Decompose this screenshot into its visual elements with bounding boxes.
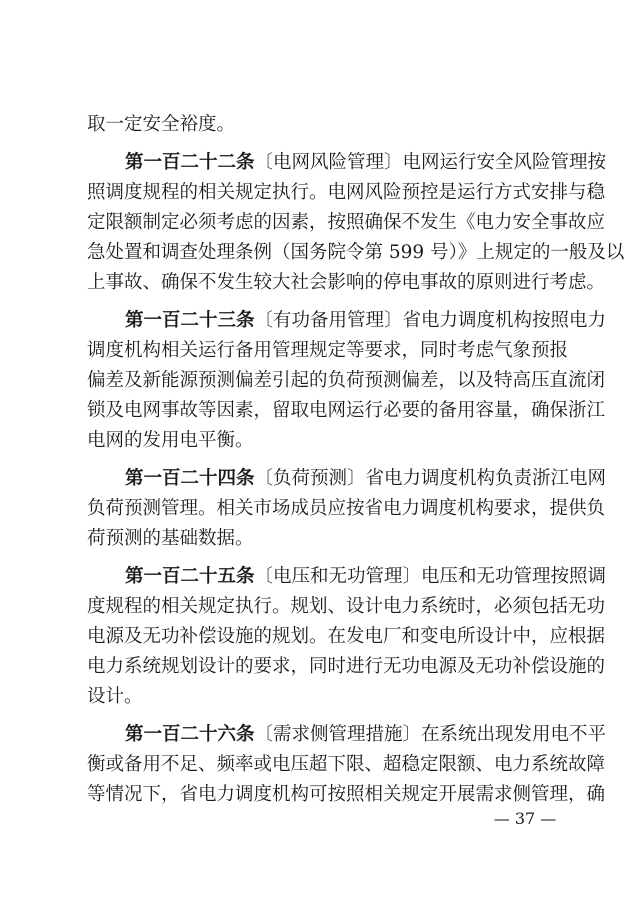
article-125-heading-line: 第一百二十五条〔电压和无功管理〕电压和无功管理按照调 bbox=[125, 566, 607, 587]
article-124-heading-line: 第一百二十四条〔负荷预测〕省电力调度机构负责浙江电网 bbox=[125, 468, 607, 489]
text-line: 衡或备用不足、频率或电压超下限、超稳定限额、电力系统故障 bbox=[87, 754, 606, 775]
text-line: 荷预测的基础数据。 bbox=[87, 528, 254, 549]
article-title: 第一百二十五条 bbox=[125, 566, 255, 587]
text-line: 调度机构相关运行备用管理规定等要求，同时考虑气象预报 bbox=[87, 340, 569, 361]
article-122-heading-line: 第一百二十二条〔电网风险管理〕电网运行安全风险管理按 bbox=[125, 152, 607, 173]
text-line: 负荷预测管理。相关市场成员应按省电力调度机构要求，提供负 bbox=[87, 498, 606, 519]
text-line: 急处置和调查处理条例（国务院令第 599 号）》上规定的一般及以 bbox=[87, 242, 625, 263]
page-number: — 37 — bbox=[493, 809, 557, 828]
article-126-heading-line: 第一百二十六条〔需求侧管理措施〕在系统出现发用电不平 bbox=[125, 724, 607, 745]
article-title: 第一百二十三条 bbox=[125, 310, 255, 331]
article-title: 第一百二十四条 bbox=[125, 468, 255, 489]
article-123-heading-line: 第一百二十三条〔有功备用管理〕省电力调度机构按照电力 bbox=[125, 310, 607, 331]
text-line: 照调度规程的相关规定执行。电网风险预控是运行方式安排与稳 bbox=[87, 182, 606, 203]
text-line: 取一定安全裕度。 bbox=[87, 114, 236, 135]
text-line: 度规程的相关规定执行。规划、设计电力系统时，必须包括无功 bbox=[87, 596, 606, 617]
article-title: 第一百二十二条 bbox=[125, 152, 255, 173]
text-line: 电力系统规划设计的要求，同时进行无功电源及无功补偿设施的 bbox=[87, 656, 606, 677]
text-line: 电源及无功补偿设施的规划。在发电厂和变电所设计中，应根据 bbox=[87, 626, 606, 647]
text-line: 定限额制定必须考虑的因素，按照确保不发生《电力安全事故应 bbox=[87, 212, 606, 233]
text-line: 偏差及新能源预测偏差引起的负荷预测偏差，以及特高压直流闭 bbox=[87, 370, 606, 391]
text-line: 锁及电网事故等因素，留取电网运行必要的备用容量，确保浙江 bbox=[87, 400, 606, 421]
text-line: 上事故、确保不发生较大社会影响的停电事故的原则进行考虑。 bbox=[87, 272, 606, 293]
text-line: 设计。 bbox=[87, 686, 143, 707]
text-line: 等情况下，省电力调度机构可按照相关规定开展需求侧管理，确 bbox=[87, 784, 606, 805]
article-title: 第一百二十六条 bbox=[125, 724, 255, 745]
text-line: 电网的发用电平衡。 bbox=[87, 430, 254, 451]
